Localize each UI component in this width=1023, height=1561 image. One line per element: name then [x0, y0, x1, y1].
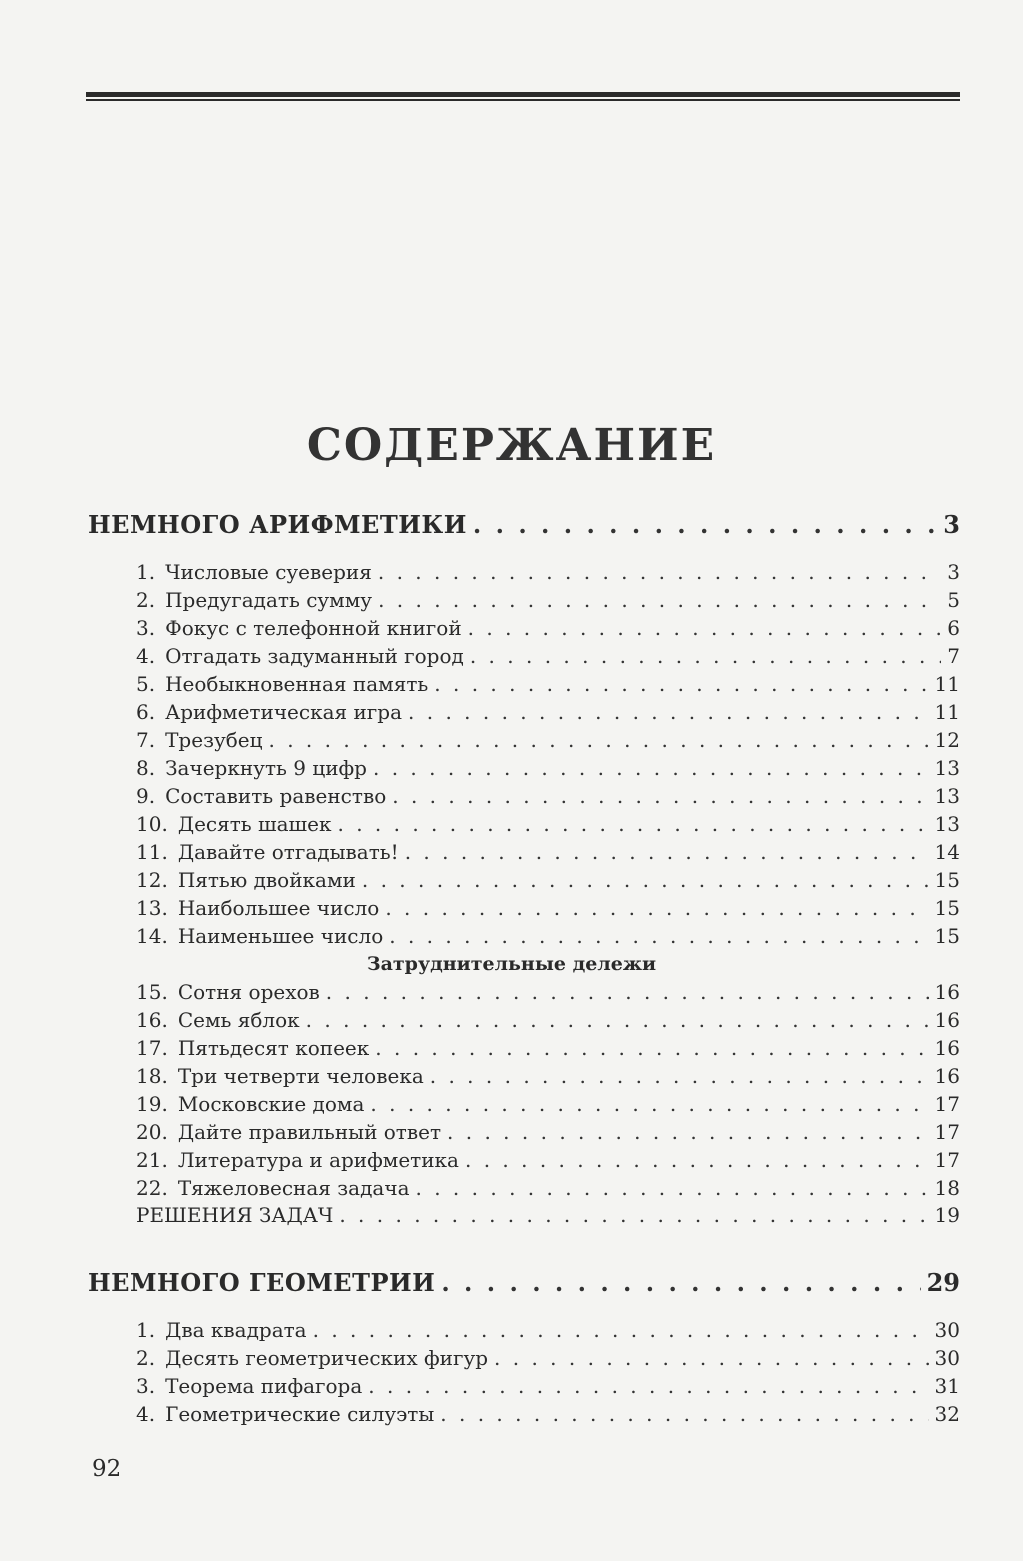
page-title: СОДЕРЖАНИЕ	[306, 420, 717, 471]
toc-section-page: 3	[943, 510, 960, 539]
toc-section-arithmetic[interactable]	[88, 510, 960, 539]
toc-item-page: 5	[947, 588, 960, 612]
toc-item-label: Сотня орехов	[177, 980, 320, 1004]
leader-dots	[392, 784, 928, 808]
toc-item[interactable]: 6. Арифметическая игра . . . 11	[136, 700, 960, 724]
leader-dots	[468, 616, 942, 640]
leader-dots	[405, 840, 929, 864]
toc-item-label: Пятьдесят копеек	[177, 1036, 370, 1060]
leader-dots	[362, 868, 929, 892]
leader-dots	[430, 1064, 929, 1088]
toc-item[interactable]: 19. Московские дома . . . 17	[136, 1092, 960, 1116]
leader-dots	[434, 672, 928, 696]
header-rule-thin	[86, 99, 960, 101]
toc-item[interactable]: 11. Давайте отгадывать! . . . 14	[136, 840, 960, 864]
toc-item[interactable]: 12. Пятью двойками . . . 15	[136, 868, 960, 892]
leader-dots	[465, 1148, 929, 1172]
leader-dots	[385, 896, 928, 920]
toc-item-page: 3	[947, 560, 960, 584]
toc-item-page: 13	[934, 784, 960, 808]
toc-item[interactable]: 2. Предугадать сумму . . . 5	[136, 588, 960, 612]
toc-item[interactable]: 14. Наименьшее число . . . 15	[136, 924, 960, 948]
toc-item-page: 30	[934, 1346, 960, 1370]
toc-item-label: Необыкновенная память	[165, 672, 429, 696]
toc-item-page: 15	[934, 896, 960, 920]
toc-item-label: Десять геометрических фигур	[165, 1346, 489, 1370]
toc-item[interactable]: 22. Тяжеловесная задача . . . 18	[136, 1176, 960, 1200]
toc-item-label: Числовые суеверия	[165, 560, 372, 584]
toc-item-page: 16	[934, 1008, 960, 1032]
toc-item[interactable]: 13. Наибольшее число . . . 15	[136, 896, 960, 920]
leader-dots	[326, 980, 929, 1004]
toc-item[interactable]: 20. Дайте правильный ответ . . . 17	[136, 1120, 960, 1144]
leader-dots	[339, 1203, 928, 1227]
toc-item-label: Геометрические силуэты	[165, 1402, 435, 1426]
leader-dots	[473, 510, 937, 539]
leader-dots	[337, 812, 928, 836]
leader-dots	[373, 756, 929, 780]
leader-dots	[370, 1092, 928, 1116]
toc-item-page: 32	[934, 1402, 960, 1426]
toc-item-label: Теорема пифагора	[165, 1374, 363, 1398]
toc-item-label: Семь яблок	[177, 1008, 300, 1032]
toc-solutions-page: 19	[934, 1203, 960, 1227]
toc-item-label: Наименьшее число	[177, 924, 384, 948]
toc-item[interactable]: 9. Составить равенство . . . 13	[136, 784, 960, 808]
toc-item-label: Предугадать сумму	[165, 588, 373, 612]
leader-dots	[313, 1318, 929, 1342]
leader-dots	[416, 1176, 929, 1200]
toc-item-label: Фокус с телефонной книгой	[165, 616, 462, 640]
toc-item-page: 18	[934, 1176, 960, 1200]
toc-item-page: 16	[934, 1064, 960, 1088]
toc-section-page: 29	[926, 1268, 960, 1297]
toc-item-page: 13	[934, 812, 960, 836]
toc-item[interactable]: 1. Два квадрата . . . 30	[136, 1318, 960, 1342]
toc-item-label: Наибольшее число	[177, 896, 380, 920]
leader-dots	[269, 728, 929, 752]
toc-solutions-label: РЕШЕНИЯ ЗАДАЧ	[136, 1203, 334, 1227]
toc-item[interactable]: 15. Сотня орехов . . . 16	[136, 980, 960, 1004]
toc-item-label: Трезубец	[165, 728, 263, 752]
toc-item-page: 16	[934, 1036, 960, 1060]
toc-item-label: Составить равенство	[165, 784, 387, 808]
toc-item[interactable]: 21. Литература и арифметика . . . 17	[136, 1148, 960, 1172]
toc-item-label: Арифметическая игра	[165, 700, 403, 724]
toc-item-page: 17	[934, 1120, 960, 1144]
toc-item[interactable]: 16. Семь яблок . . . 16	[136, 1008, 960, 1032]
toc-item-label: Десять шашек	[177, 812, 332, 836]
page-number: 92	[92, 1456, 122, 1482]
toc-item-page: 15	[934, 924, 960, 948]
toc-item-label: Два квадрата	[165, 1318, 307, 1342]
toc-item[interactable]: 10. Десять шашек . . . 13	[136, 812, 960, 836]
toc-item-page: 6	[947, 616, 960, 640]
toc-item-page: 16	[934, 980, 960, 1004]
toc-item-label: Дайте правильный ответ	[177, 1120, 442, 1144]
header-rule-thick	[86, 92, 960, 97]
toc-item-label: Московские дома	[177, 1092, 365, 1116]
toc-item-label: Литература и арифметика	[177, 1148, 459, 1172]
leader-dots	[441, 1268, 920, 1297]
toc-item-label: Давайте отгадывать!	[177, 840, 399, 864]
toc-item[interactable]: 8. Зачеркнуть 9 цифр . . . 13	[136, 756, 960, 780]
leader-dots	[389, 924, 928, 948]
toc-subheading: Затруднительные дележи	[366, 953, 657, 975]
toc-item-label: Тяжеловесная задача	[177, 1176, 410, 1200]
leader-dots	[408, 700, 929, 724]
leader-dots	[440, 1402, 928, 1426]
toc-item-label: Три четверти человека	[177, 1064, 424, 1088]
toc-item-page: 17	[934, 1148, 960, 1172]
toc-item-page: 11	[934, 700, 960, 724]
toc-item-page: 31	[934, 1374, 960, 1398]
toc-solutions[interactable]	[136, 1203, 960, 1227]
toc-item[interactable]: 3. Теорема пифагора . . . 31	[136, 1374, 960, 1398]
leader-dots	[375, 1036, 928, 1060]
leader-dots	[494, 1346, 929, 1370]
leader-dots	[306, 1008, 929, 1032]
toc-item[interactable]: 17. Пятьдесят копеек . . . 16	[136, 1036, 960, 1060]
toc-item-page: 15	[934, 868, 960, 892]
toc-item-page: 14	[934, 840, 960, 864]
toc-item[interactable]: 4. Геометрические силуэты . . . 32	[136, 1402, 960, 1426]
toc-item-page: 12	[934, 728, 960, 752]
toc-item[interactable]: 18. Три четверти человека . . . 16	[136, 1064, 960, 1088]
toc-item[interactable]: 7. Трезубец . . . 12	[136, 728, 960, 752]
toc-item-page: 17	[934, 1092, 960, 1116]
toc-section-geometry[interactable]	[88, 1268, 960, 1297]
toc-item[interactable]: 3. Фокус с телефонной книгой . . . 6	[136, 616, 960, 640]
leader-dots	[378, 560, 941, 584]
leader-dots	[447, 1120, 929, 1144]
toc-section-label: НЕМНОГО ГЕОМЕТРИИ	[88, 1268, 436, 1297]
leader-dots	[368, 1374, 928, 1398]
toc-item[interactable]: 2. Десять геометрических фигур . . . 30	[136, 1346, 960, 1370]
toc-item-label: Пятью двойками	[177, 868, 356, 892]
toc-item[interactable]: 4. Отгадать задуманный город . . . 7	[136, 644, 960, 668]
leader-dots	[470, 644, 941, 668]
leader-dots	[378, 588, 941, 612]
toc-item-page: 11	[934, 672, 960, 696]
toc-item-page: 7	[947, 644, 960, 668]
toc-item-label: Зачеркнуть 9 цифр	[165, 756, 367, 780]
toc-item-label: Отгадать задуманный город	[165, 644, 464, 668]
toc-section-label: НЕМНОГО АРИФМЕТИКИ	[88, 510, 467, 539]
toc-item-page: 13	[934, 756, 960, 780]
toc-item[interactable]: 5. Необыкновенная память . . . 11	[136, 672, 960, 696]
toc-item-page: 30	[934, 1318, 960, 1342]
toc-item[interactable]: 1. Числовые суеверия . . . 3	[136, 560, 960, 584]
